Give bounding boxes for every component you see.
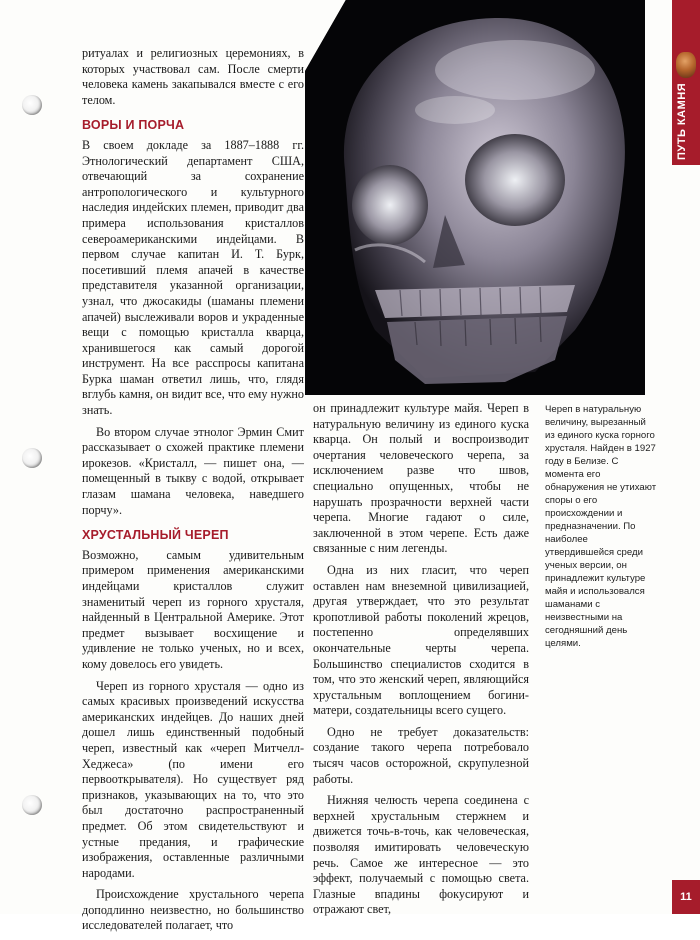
paragraph: Одна из них гласит, что череп оставлен нам внеземной цивилизацией, другая утверждает, что это результат кропотливой работы поколений жрецов, постепенно определявших окончательные черты черепа. Большинство специалистов сходится в том, что это женский череп, являющийся хрустальным воплощением богини-матери, создательницы всего сущего. — [313, 562, 529, 718]
paragraph: Происхождение хрустального черепа доподлинно неизвестно, но большинство исследователей полагает, что — [82, 887, 304, 933]
paragraph: Череп из горного хрусталя — одно из самых красивых произведений искусства американских индейцев. До наших дней дошел лишь единственный подобный череп, известный как «череп Митчелл-Хеджеса» (по имени его первооткрывателя). Но существует ряд признаков, указывающих на то, что это был достаточно распространенный предмет. Об этом свидетельствуют и устные предания, и графические изображения, оставленные различными народами. — [82, 678, 304, 880]
paragraph: Нижняя челюсть черепа соединена с верхней хрустальным стержнем и движется точь-в-точь, как человеческая, позволяя имитировать человеческую речь. Самое же интересное — это эффект, получаемый с помощью света. Глазные впадины фокусируют и отражают свет, — [313, 793, 529, 917]
binder-hole-bottom — [22, 795, 42, 815]
section-heading-thieves: ВОРЫ И ПОРЧА — [82, 118, 185, 133]
paragraph: Во втором случае этнолог Эрмин Смит рассказывает о схожей практике племени ирокезов. «Кристалл, — пишет она, — помещенный в тыкву с водой, открывает глазам шамана человека, наведшего порчу». — [82, 424, 304, 517]
section-heading-crystal-skull: ХРУСТАЛЬНЫЙ ЧЕРЕП — [82, 528, 229, 543]
binder-hole-middle — [22, 448, 42, 468]
section-tab-label: ПУТЬ КАМНЯ — [676, 82, 688, 160]
text-column-left — [82, 46, 304, 940]
binder-hole-top — [22, 95, 42, 115]
paragraph: Одно не требует доказательств: создание такого черепа потребовало тысяч часов осторожной, скрупулезной работы. — [313, 724, 529, 786]
text-column-right — [313, 401, 529, 924]
paragraph: В своем докладе за 1887–1888 гг. Этнологический департамент США, отвечающий за сохранение антропологического и культурного наследия индейских племен, приводит два примера использования кристаллов североамериканскими индейцами. В первом случае капитан И. Т. Бурк, посетивший племя апачей в качестве представителя указанной организации, узнал, что джосакиды (шаманы племени апачей) выслеживали воров и украденные вещи с помощью кристалла кварца, хранившегося как самый дорогой инструмент. На все расспросы капитана Бурка шаман ответил лишь, что, глядя вглубь камня, он видит все, что ему нужно знать. — [82, 137, 305, 418]
amber-stone-icon — [676, 52, 696, 78]
photo-caption: Череп в натуральную величину, вырезанный из единого куска горного хрусталя. Найден в 1927 году в Белизе. С момента его обнаружения не утихают споры о его происхождении и предназначении. По наиболее утвердившейся среди ученых версии, он принадлежит культуре майя и использовался шаманами с неизвестными на сегодняшний день целями. — [545, 404, 657, 649]
paragraph: Возможно, самым удивительным примером применения американскими индейцами кристаллов служит знаменитый череп из горного хрусталя, найденный в Центральной Америке. Этот предмет вызывает восхищение и удивление не только ученых, но и всех, кому довелось его увидеть. — [82, 547, 304, 671]
section-tab[interactable] — [672, 0, 700, 165]
paragraph: он принадлежит культуре майя. Череп в натуральную величину из единого куска кварца. Он полый и воспроизводит очертания человеческого черепа, за исключением разве что швов, специально опущенных, чтобы не нарушать прозрачности верхней части черепа. Многие гадают о силе, заключенной в этом черепе. Есть даже связанные с ним легенды. — [313, 401, 529, 556]
crystal-skull-photo — [305, 0, 645, 395]
page-number: 11 — [672, 880, 700, 914]
intro-paragraph: ритуалах и религиозных церемониях, в которых участвовал сам. После смерти человека камень закапывался вместе с его телом. — [82, 46, 304, 107]
